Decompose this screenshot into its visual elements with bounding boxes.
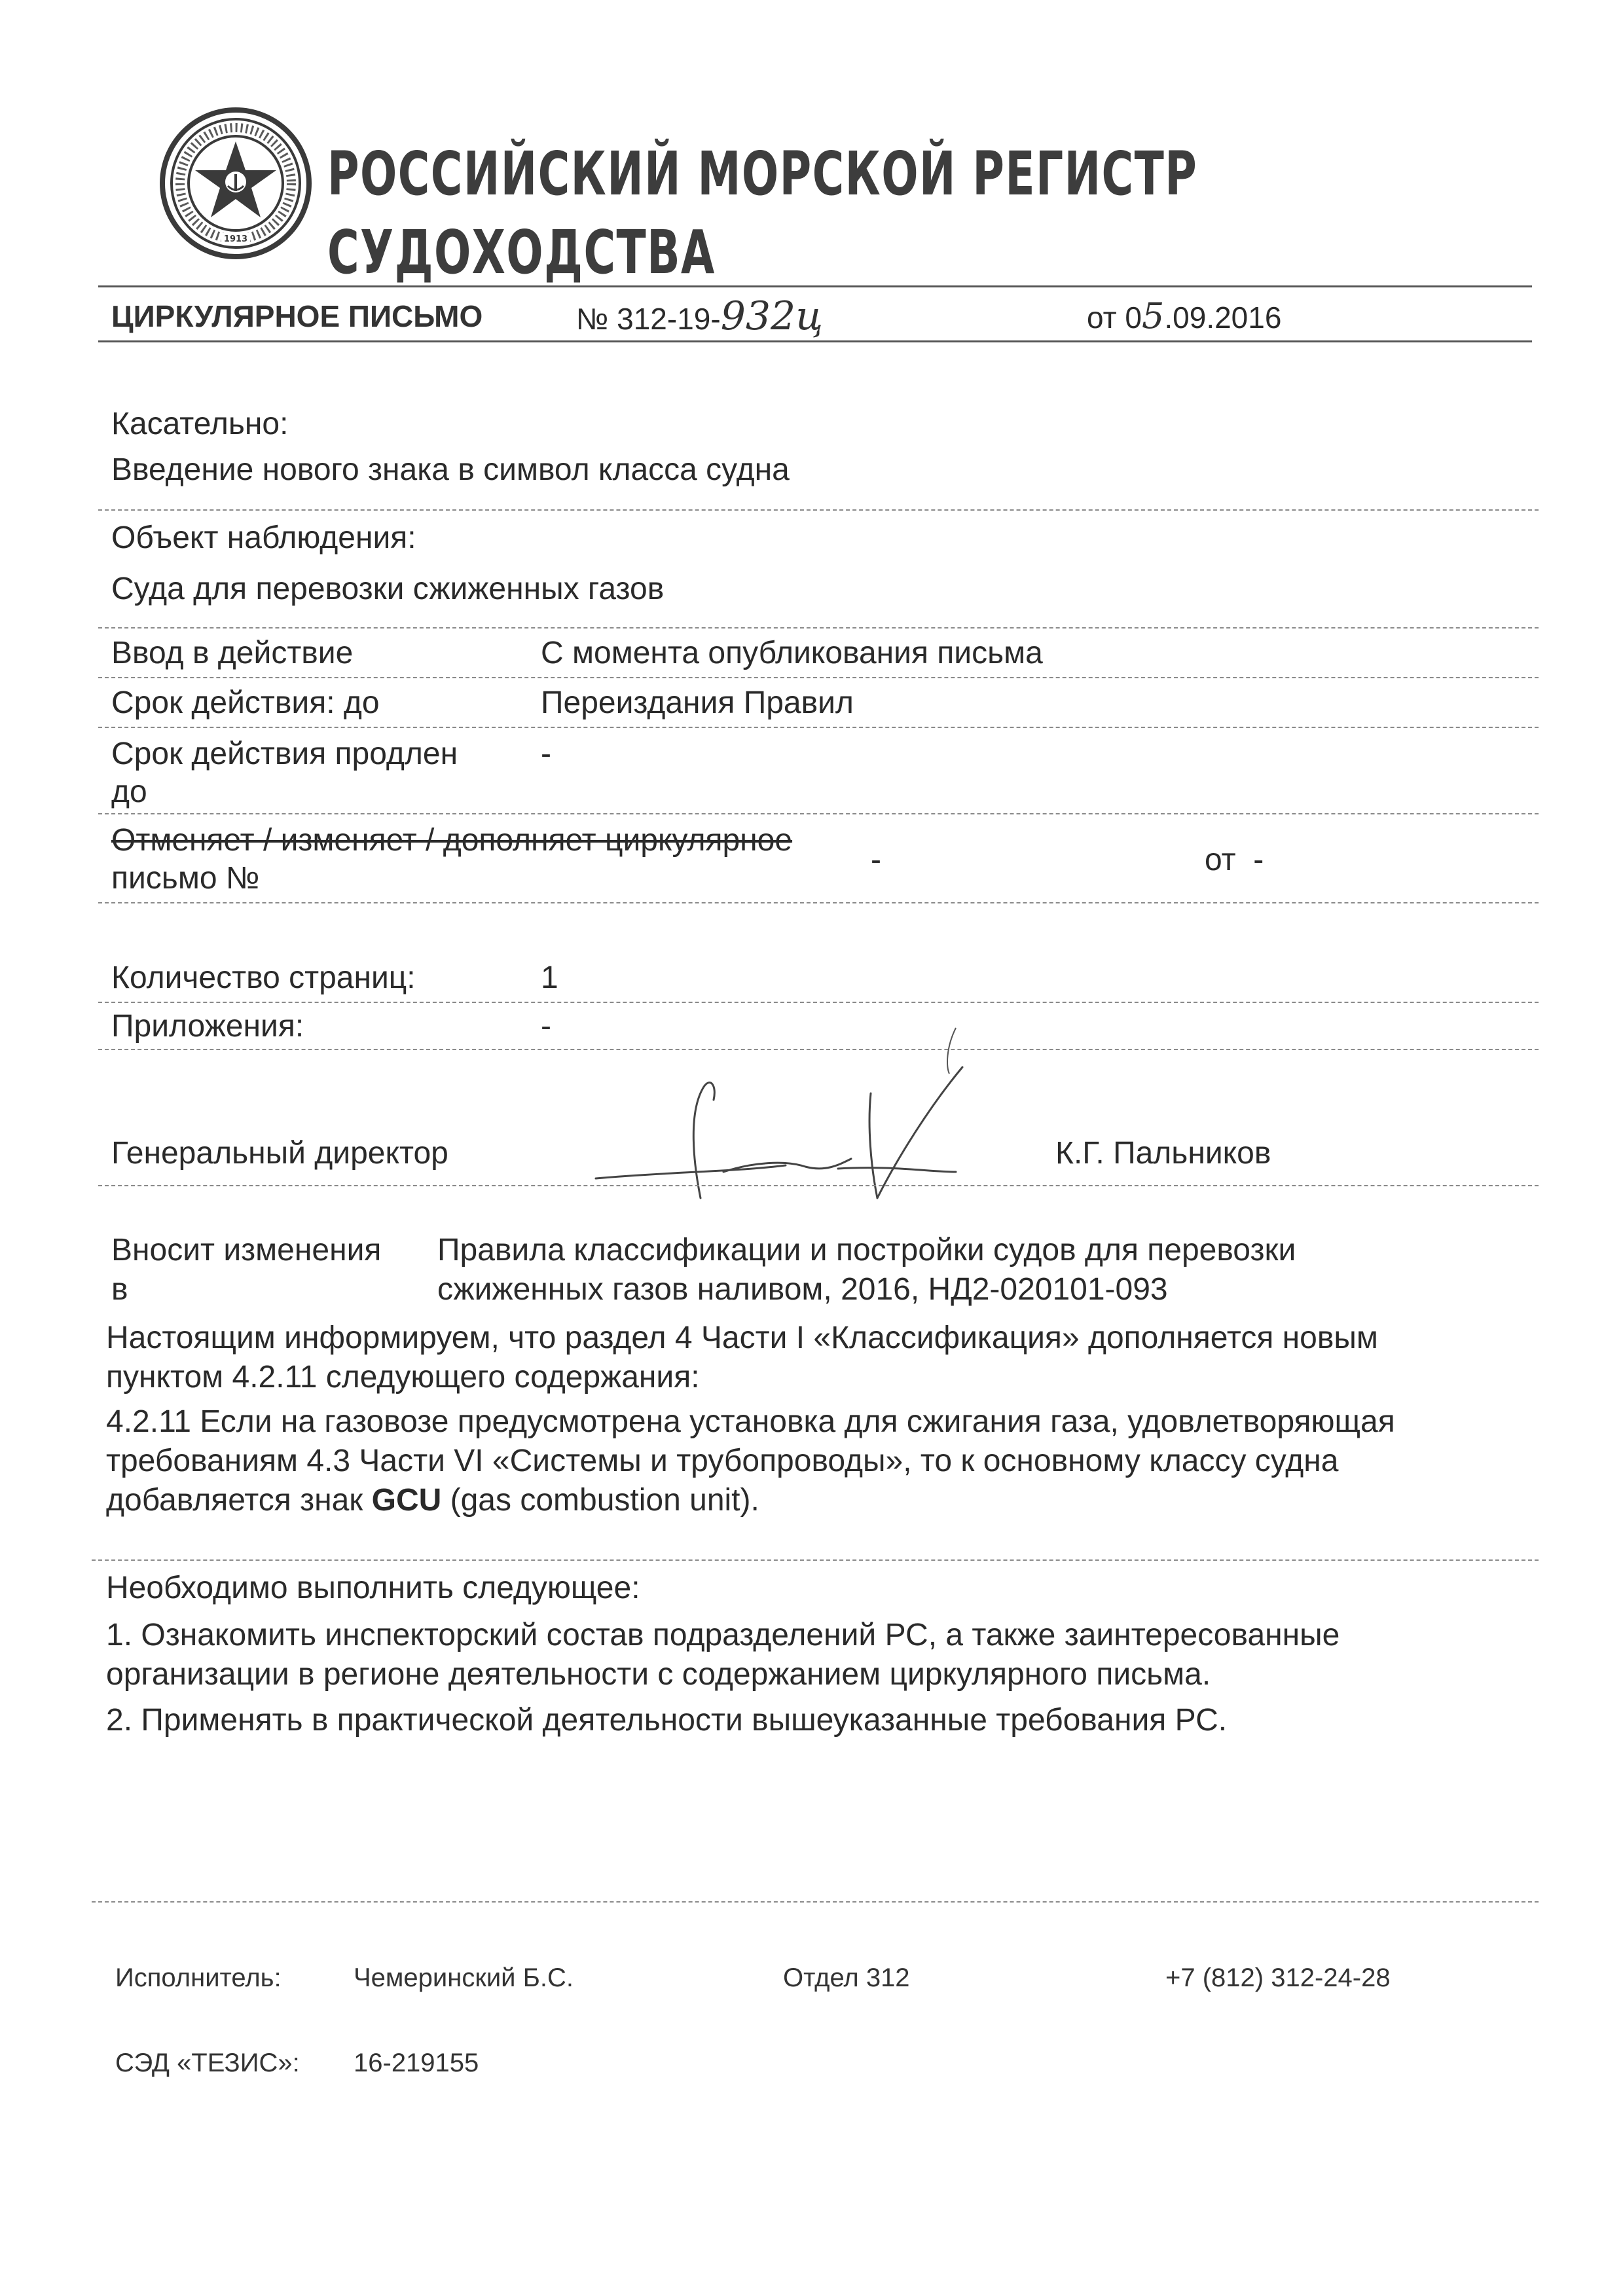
date-suffix: .09.2016 (1164, 301, 1282, 335)
clause-line2: требованиям 4.3 Части VI «Системы и трубопроводы», то к основному классу судна (106, 1444, 1339, 1478)
signatory-name: К.Г. Пальников (1055, 1136, 1271, 1171)
divider (98, 1002, 1539, 1003)
logo-year: 1913 (223, 234, 248, 244)
intro-line2: пунктом 4.2.11 следующего содержания: (106, 1360, 700, 1394)
date-handwritten-digit: 5 (1142, 295, 1165, 337)
divider (98, 727, 1539, 728)
clause-line3-post: (gas combustion unit). (441, 1483, 759, 1518)
header-rule-bottom (98, 340, 1532, 342)
department: Отдел 312 (783, 1963, 910, 1992)
valid-label: Срок действия: до (111, 685, 380, 720)
actions-heading: Необходимо выполнить следующее: (106, 1571, 640, 1605)
intro-line1: Настоящим информируем, что раздел 4 Части I «Классификация» дополняется новым (106, 1321, 1378, 1355)
divider (92, 1901, 1539, 1903)
phone: +7 (812) 312-24-28 (1165, 1963, 1391, 1992)
cancels-from (1205, 841, 1264, 880)
pages-label: Количество страниц: (111, 960, 416, 995)
extended-label-line2: до (111, 774, 147, 809)
gcu-mark: GCU (371, 1483, 442, 1518)
signatory-position: Генеральный директор (111, 1136, 448, 1171)
action-item1-line1: 1. Ознакомить инспекторский состав подразделений РС, а также заинтересованные (106, 1618, 1340, 1652)
clause-line3-pre: добавляется знак (106, 1483, 372, 1518)
cancels-from-value: - (1253, 843, 1264, 877)
object-label: Объект наблюдения: (111, 520, 416, 555)
amends-value-line1: Правила классификации и постройки судов для перевозки (437, 1233, 1296, 1267)
extended-value: - (541, 737, 551, 771)
amends-label-line2: в (111, 1272, 128, 1307)
divider (98, 813, 1539, 814)
amends-label-line1: Вносит изменения (111, 1233, 382, 1267)
organization-title: РОССИЙСКИЙ МОРСКОЙ РЕГИСТР СУДОХОДСТВА (327, 139, 1198, 287)
register-logo-emblem (157, 105, 314, 262)
letter-number (576, 293, 824, 339)
attachments-label: Приложения: (111, 1009, 304, 1044)
divider (98, 677, 1539, 678)
cancels-value: - (871, 843, 881, 877)
attachments-value: - (541, 1009, 551, 1044)
divider (98, 627, 1539, 629)
divider (98, 902, 1539, 903)
letter-number-prefix: № 312-19- (576, 302, 721, 336)
letter-type: ЦИРКУЛЯРНОЕ ПИСЬМО (111, 299, 483, 333)
subject-label: Касательно: (111, 407, 289, 441)
pages-value: 1 (541, 960, 558, 995)
effective-label: Ввод в действие (111, 636, 354, 670)
object-value: Суда для перевозки сжиженных газов (111, 572, 665, 606)
action-item1-line2: организации в регионе деятельности с содержанием циркулярного письма. (106, 1657, 1211, 1692)
header-rule-top (98, 285, 1532, 287)
director-signature (589, 1008, 1048, 1218)
letter-date (1087, 295, 1282, 337)
effective-value: С момента опубликования письма (541, 636, 1043, 670)
divider (98, 509, 1539, 511)
cancels-label-line1: Отменяет / изменяет / дополняет циркулярное (111, 823, 793, 858)
letter-number-handwritten: 932ц (720, 293, 824, 339)
cancels-from-label: от (1205, 843, 1236, 877)
subject-value: Введение нового знака в символ класса судна (111, 452, 790, 487)
extended-label-line1: Срок действия продлен (111, 737, 458, 771)
executor-label: Исполнитель: (115, 1963, 282, 1992)
valid-value: Переиздания Правил (541, 685, 854, 720)
clause-line3 (106, 1481, 759, 1520)
clause-line1: 4.2.11 Если на газовозе предусмотрена установка для сжигания газа, удовлетворяющая (106, 1404, 1395, 1439)
action-item2: 2. Применять в практической деятельности вышеуказанные требования РС. (106, 1703, 1228, 1738)
cancels-label-line2: письмо № (111, 861, 260, 896)
sed-label: СЭД «ТЕЗИС»: (115, 2049, 300, 2077)
executor-name: Чемеринский Б.С. (354, 1963, 574, 1992)
divider (98, 1185, 1539, 1186)
divider (92, 1559, 1539, 1561)
amends-value-line2: сжиженных газов наливом, 2016, НД2-020101-093 (437, 1272, 1168, 1307)
sed-number: 16-219155 (354, 2049, 479, 2077)
date-prefix: от 0 (1087, 301, 1142, 335)
